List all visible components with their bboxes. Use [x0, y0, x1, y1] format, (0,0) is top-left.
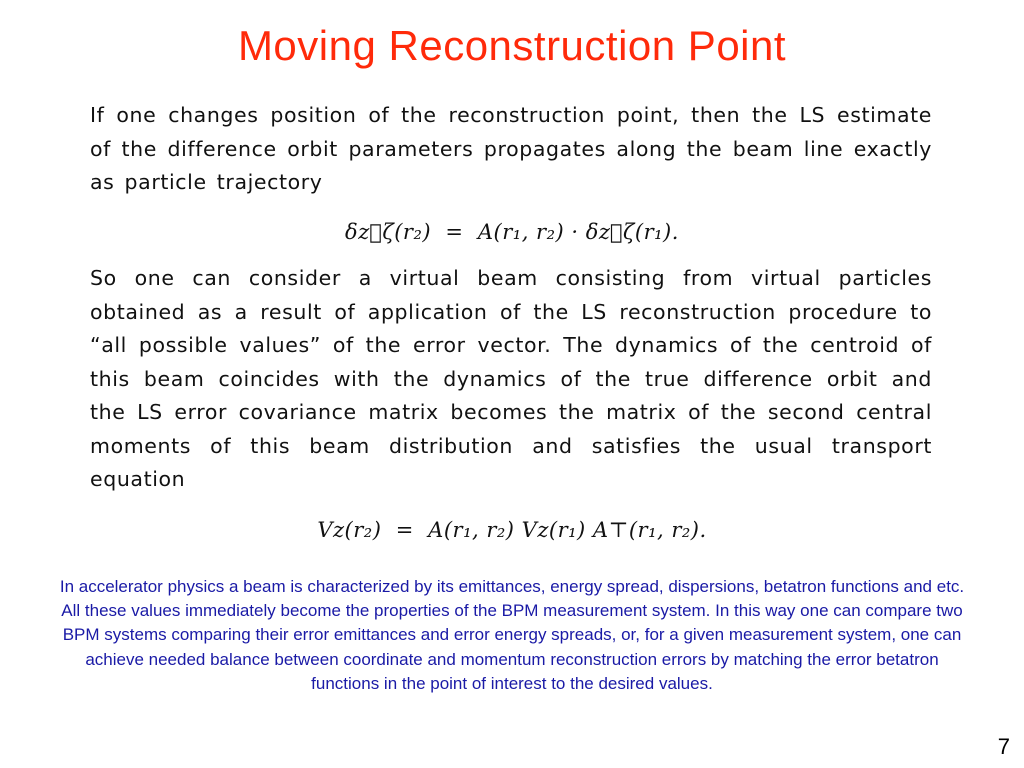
slide-title: Moving Reconstruction Point	[237, 22, 787, 69]
paragraph-reconstruction-point: If one changes position of the reconstruction point, then the LS estimate of the difference orbit parameters propagates along the beam line exactly as particle trajectory	[90, 103, 932, 194]
page-number: 7	[997, 734, 1010, 759]
equation-transport	[0, 518, 1024, 542]
equation-transport-text: Vz(r₂) = A(r₁, r₂) Vz(r₁) A⊤(r₁, r₂).	[317, 518, 707, 542]
equation-orbit-propagation	[0, 220, 1024, 244]
equation-orbit-propagation-text: δz⃗ζ(r₂) = A(r₁, r₂) · δz⃗ζ(r₁).	[345, 220, 679, 244]
paragraph-virtual-beam: So one can consider a virtual beam consisting from virtual particles obtained as a result of application of the LS reconstruction procedure to “all possible values” of the error vector. The dynamics of the centroid of this beam coincides with the dynamics of the true difference orbit and the LS error covariance matrix becomes the matrix of the second central moments of this beam distribution and satisfies the usual transport equation	[90, 266, 932, 491]
note-accelerator-physics: In accelerator physics a beam is characterized by its emittances, energy spread, dispersions, betatron functions and etc. All these values immediately become the properties of the BPM measurement system. In this way one can compare two BPM systems comparing their error emittances and error energy spreads, or, for a given measurement system, one can achieve needed balance between coordinate and momentum reconstruction errors by matching the error betatron functions in the point of interest to the desired values.	[59, 577, 965, 693]
